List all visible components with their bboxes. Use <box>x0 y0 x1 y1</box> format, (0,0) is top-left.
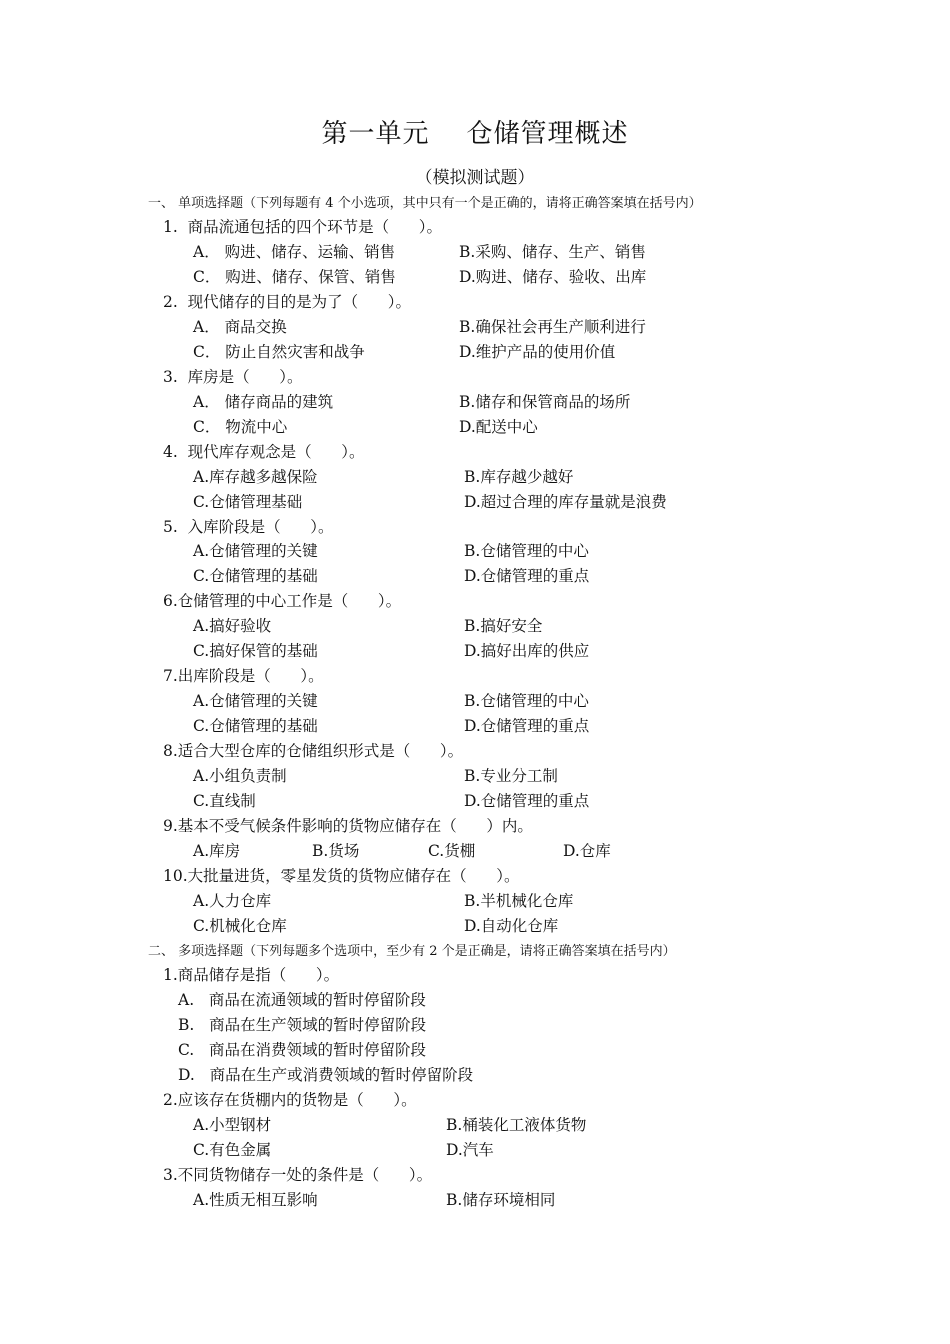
option-d: D.仓储管理的重点 <box>464 567 590 585</box>
option-d: D.汽车 <box>446 1141 494 1159</box>
section-heading-multiple-choice: 二、 多项选择题（下列每题多个选项中，至少有 2 个是正确是，请将正确答案填在括号内） <box>148 944 676 959</box>
option-d: D.搞好出库的供应 <box>464 642 590 660</box>
option-d: D.自动化仓库 <box>464 917 559 935</box>
option-d: D.超过合理的库存量就是浪费 <box>464 493 667 511</box>
question-stem: 10.大批量进货，零星发货的货物应储存在（ ）。 <box>163 867 520 885</box>
option-c: C.搞好保管的基础 <box>193 642 318 660</box>
option-b: B. 商品在生产领域的暂时停留阶段 <box>178 1016 427 1034</box>
question-stem: 2.应该存在货棚内的货物是（ ）。 <box>163 1091 417 1109</box>
option-d: D. 商品在生产或消费领域的暂时停留阶段 <box>178 1066 474 1084</box>
option-c: C.仓储管理基础 <box>193 493 303 511</box>
option-c: C． 购进、储存、保管、销售 <box>193 268 396 286</box>
option-c: C.机械化仓库 <box>193 917 287 935</box>
question-stem: 5. 入库阶段是（ ）。 <box>163 518 334 536</box>
option-b: B.储存和保管商品的场所 <box>459 393 631 411</box>
option-b: B.库存越少越好 <box>464 468 574 486</box>
section-heading-single-choice: 一、 单项选择题（下列每题有 4 个小选项，其中只有一个是正确的，请将正确答案填在括号内） <box>148 196 702 211</box>
page-subtitle: （模拟测试题） <box>415 168 535 188</box>
option-d: D.购进、储存、验收、出库 <box>459 268 647 286</box>
option-c: C． 物流中心 <box>193 418 288 436</box>
question-stem: 7.出库阶段是（ ）。 <box>163 667 324 685</box>
option-a: A.仓储管理的关键 <box>193 542 318 560</box>
option-b: B.桶装化工液体货物 <box>446 1116 587 1134</box>
option-c: C.货棚 <box>428 842 476 860</box>
option-a: A.库房 <box>193 842 241 860</box>
option-d: D.仓储管理的重点 <box>464 717 590 735</box>
option-b: B.专业分工制 <box>464 767 558 785</box>
question-stem: 3. 库房是（ ）。 <box>163 368 303 386</box>
option-a: A.小组负责制 <box>193 767 287 785</box>
option-a: A.库存越多越保险 <box>193 468 318 486</box>
question-stem: 8.适合大型仓库的仓储组织形式是（ ）。 <box>163 742 464 760</box>
option-a: A． 购进、储存、运输、销售 <box>193 243 396 261</box>
option-c: C.仓储管理的基础 <box>193 717 318 735</box>
option-a: A.小型钢材 <box>193 1116 272 1134</box>
question-stem: 6.仓储管理的中心工作是（ ）。 <box>163 592 402 610</box>
option-b: B.采购、储存、生产、销售 <box>459 243 646 261</box>
option-c: C.仓储管理的基础 <box>193 567 318 585</box>
option-a: A.人力仓库 <box>193 892 272 910</box>
option-a: A． 储存商品的建筑 <box>193 393 334 411</box>
option-d: D.维护产品的使用价值 <box>459 343 616 361</box>
option-c: C.直线制 <box>193 792 256 810</box>
option-b: B.搞好安全 <box>464 617 543 635</box>
option-b: B.仓储管理的中心 <box>464 692 589 710</box>
option-a: A.性质无相互影响 <box>193 1191 318 1209</box>
option-a: A. 商品在流通领域的暂时停留阶段 <box>178 991 426 1009</box>
question-stem: 3.不同货物储存一处的条件是（ ）。 <box>163 1166 433 1184</box>
question-stem: 9.基本不受气候条件影响的货物应储存在（ ）内。 <box>163 817 533 835</box>
option-a: A． 商品交换 <box>193 318 287 336</box>
option-c: C． 防止自然灾害和战争 <box>193 343 365 361</box>
question-stem: 1. 商品流通包括的四个环节是（ ）。 <box>163 218 442 236</box>
option-c: C.有色金属 <box>193 1141 272 1159</box>
option-b: B.储存环境相同 <box>446 1191 556 1209</box>
question-stem: 4. 现代库存观念是（ ）。 <box>163 443 365 461</box>
option-d: D.仓储管理的重点 <box>464 792 590 810</box>
option-d: D.仓库 <box>563 842 611 860</box>
option-c: C. 商品在消费领域的暂时停留阶段 <box>178 1041 427 1059</box>
option-b: B.确保社会再生产顺利进行 <box>459 318 646 336</box>
option-b: B.仓储管理的中心 <box>464 542 589 560</box>
option-a: A.搞好验收 <box>193 617 272 635</box>
option-a: A.仓储管理的关键 <box>193 692 318 710</box>
option-d: D.配送中心 <box>459 418 538 436</box>
option-b: B.半机械化仓库 <box>464 892 574 910</box>
question-stem: 1.商品储存是指（ ）。 <box>163 966 340 984</box>
page-title: 第一单元 仓储管理概述 <box>321 119 629 149</box>
question-stem: 2. 现代储存的目的是为了（ ）。 <box>163 293 411 311</box>
option-b: B.货场 <box>312 842 360 860</box>
